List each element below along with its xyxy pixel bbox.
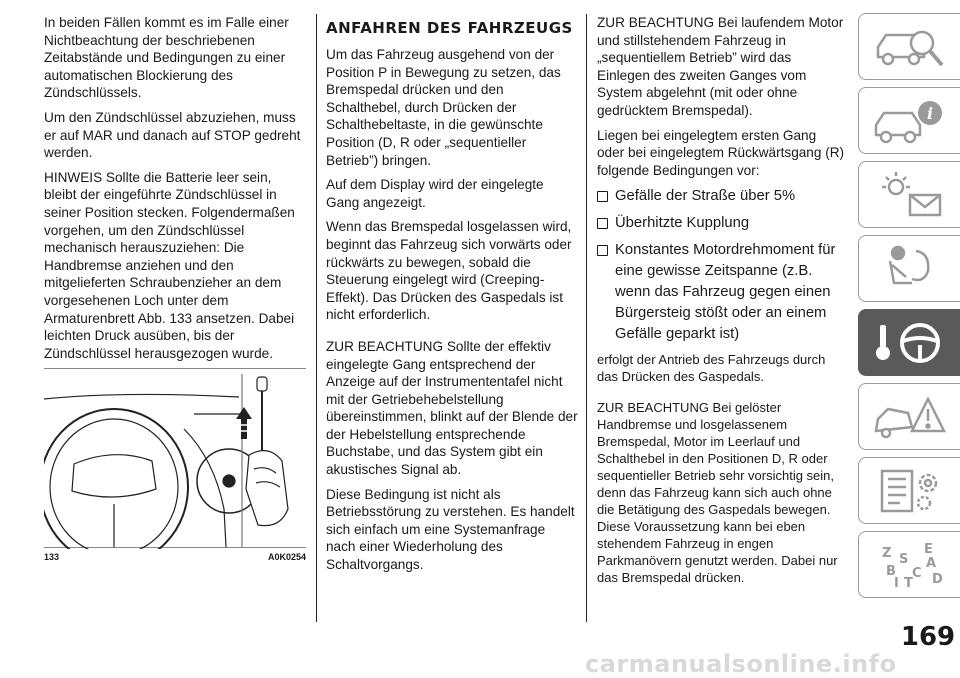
list-item <box>597 240 847 345</box>
tab-starting-driving[interactable] <box>858 309 960 376</box>
column-right <box>597 14 847 593</box>
column-left <box>44 14 306 369</box>
list-item-text: Überhitzte Kupplung <box>615 215 750 232</box>
svg-text:Z: Z <box>881 545 891 561</box>
screwdriver-handle-top <box>257 377 267 391</box>
paragraph: Um den Zündschlüssel abzuziehen, muss er auf MAR und danach auf STOP gedreht werden. <box>44 109 301 161</box>
tab-safety[interactable] <box>858 235 960 302</box>
column-divider <box>316 14 317 622</box>
svg-text:E: E <box>923 541 933 557</box>
svg-text:D: D <box>931 571 943 587</box>
alphabetical-index-icon <box>872 539 948 591</box>
list-item <box>597 186 847 207</box>
direction-arrow-icon <box>236 407 252 439</box>
list-item-text: Konstantes Motordrehmoment für eine gewisse Zeitspanne (z.B. wenn das Fahrzeug gegen einen Bürgersteig stößt oder an einem Gefälle geparkt ist) <box>615 242 836 343</box>
section-heading: ANFAHREN DES FAHRZEUGS <box>326 19 573 37</box>
figure-code: A0K0254 <box>267 552 306 562</box>
paragraph: erfolgt der Antrieb des Fahrzeugs durch das Drücken des Gaspedals. <box>597 352 826 385</box>
car-magnifier-icon <box>872 21 948 73</box>
checkbox-bullet-icon <box>597 191 608 202</box>
svg-text:B: B <box>885 563 896 579</box>
paragraph: In beiden Fällen kommt es im Falle einer Nichtbeachtung der beschriebenen Zeitabstände und Bedingungen zu einer automatischen Blockierung des Zündschlüssels. <box>44 15 289 101</box>
list-item <box>597 213 847 234</box>
paragraph: HINWEIS Sollte die Batterie leer sein, bleibt der eingeführte Zündschlüssel in seiner Position stecken. Folgendermaßen vorgehen, um den Zündschlüssel mechanisch herauszuziehen: Die Handbremse anziehen und den mitgelieferten Schraubenzieher an dem vorgesehenen Loch unter dem Armaturenbrett Abb. 133 ansetzen. Dabei leichten Druck ausüben, bis der Zündschlüssel herausgezogen wurde. <box>44 169 295 361</box>
tab-emergency[interactable] <box>858 383 960 450</box>
figure-illustration <box>44 368 306 548</box>
tab-car-check[interactable] <box>858 13 960 80</box>
paragraph: Wenn das Bremspedal losgelassen wird, beginnt das Fahrzeug sich vorwärts oder rückwärts zu bewegen, sobald die Steuerung eingelegt wird (Creeping-Effekt). Das Drücken des Gaspedals ist nicht erforderlich. <box>326 219 572 323</box>
column-middle <box>326 14 578 581</box>
service-document-gear-icon <box>872 465 948 517</box>
hand <box>246 451 288 526</box>
svg-text:i: i <box>926 103 933 123</box>
dashboard-screwdriver-illustration <box>44 369 306 549</box>
checkbox-bullet-icon <box>597 245 608 256</box>
paragraph: Liegen bei eingelegtem ersten Gang oder bei eingelegtem Rückwärtsgang (R) folgende Bedingungen vor: <box>597 127 845 178</box>
figure-caption <box>44 550 306 564</box>
svg-text:S: S <box>898 551 908 567</box>
car-info-icon <box>872 95 948 147</box>
list-item-text: Gefälle der Straße über 5% <box>615 188 796 205</box>
svg-text:C: C <box>911 565 922 581</box>
watermark: carmanualsonline.info <box>585 650 897 678</box>
tab-car-info[interactable] <box>858 87 960 154</box>
steering-wheel-rim <box>44 409 188 549</box>
paragraph: ZUR BEACHTUNG Bei laufendem Motor und stillstehendem Fahrzeug in „sequentiellem Betrieb” wird das Einlegen des zweiten Ganges vom System abgelehnt (mit oder ohne gedrücktem Bremspedal). <box>597 15 844 118</box>
svg-text:A: A <box>925 555 936 571</box>
car-crash-warning-icon <box>872 391 948 443</box>
column-divider <box>586 14 587 622</box>
chapter-tabs <box>858 13 960 605</box>
airbag-seat-icon <box>872 243 948 295</box>
warning-lights-envelope-icon <box>872 169 948 221</box>
condition-list <box>597 186 847 345</box>
svg-text:I: I <box>893 575 899 591</box>
checkbox-bullet-icon <box>597 218 608 229</box>
tab-index[interactable] <box>858 531 960 598</box>
tab-maintenance[interactable] <box>858 457 960 524</box>
key-steering-wheel-icon <box>872 317 948 369</box>
paragraph: Auf dem Display wird der eingelegte Gang angezeigt. <box>326 177 544 210</box>
figure-number: 133 <box>44 552 60 562</box>
svg-text:T: T <box>903 575 913 591</box>
paragraph: ZUR BEACHTUNG Sollte der effektiv eingelegte Gang entsprechend der Anzeige auf der Instrumententafel nicht mit der Getriebehebelstellung übereinstimmen, blinkt auf der Blende der der Hebelstellung entsprechende Buchstabe, und das System gibt ein akustisches Signal ab. <box>326 338 578 478</box>
paragraph: Diese Bedingung ist nicht als Betriebsstörung zu verstehen. Es handelt sich einfach um eine Systemanfrage nach einer Wiederholung des Schaltvorgangs. <box>326 486 575 573</box>
page-number: 169 <box>900 622 956 652</box>
paragraph: Um das Fahrzeug ausgehend von der Position P in Bewegung zu setzen, das Bremspedal drücken und den Schalthebel, durch Drücken der Schalthebeltaste, in die gewünschte Position (D, R oder „sequentieller Betrieb”) bringen. <box>326 47 561 168</box>
release-hole <box>223 475 235 487</box>
steering-wheel-hub <box>72 455 156 497</box>
tab-warning-lights[interactable] <box>858 161 960 228</box>
paragraph: ZUR BEACHTUNG Bei gelöster Handbremse und losgelassenem Bremspedal, Motor im Leerlauf und Schalthebel in den Positionen D, R oder sequentieller Betrieb sehr vorsichtig sein, denn das Fahrzeug kann sich auch ohne die Betätigung des Gaspedals bewegen. Diese Voraussetzung kann bei eben stehendem Fahrzeug in engen Parkmanövern genutzt werden. Dabei nur das Bremspedal drücken. <box>597 400 838 586</box>
